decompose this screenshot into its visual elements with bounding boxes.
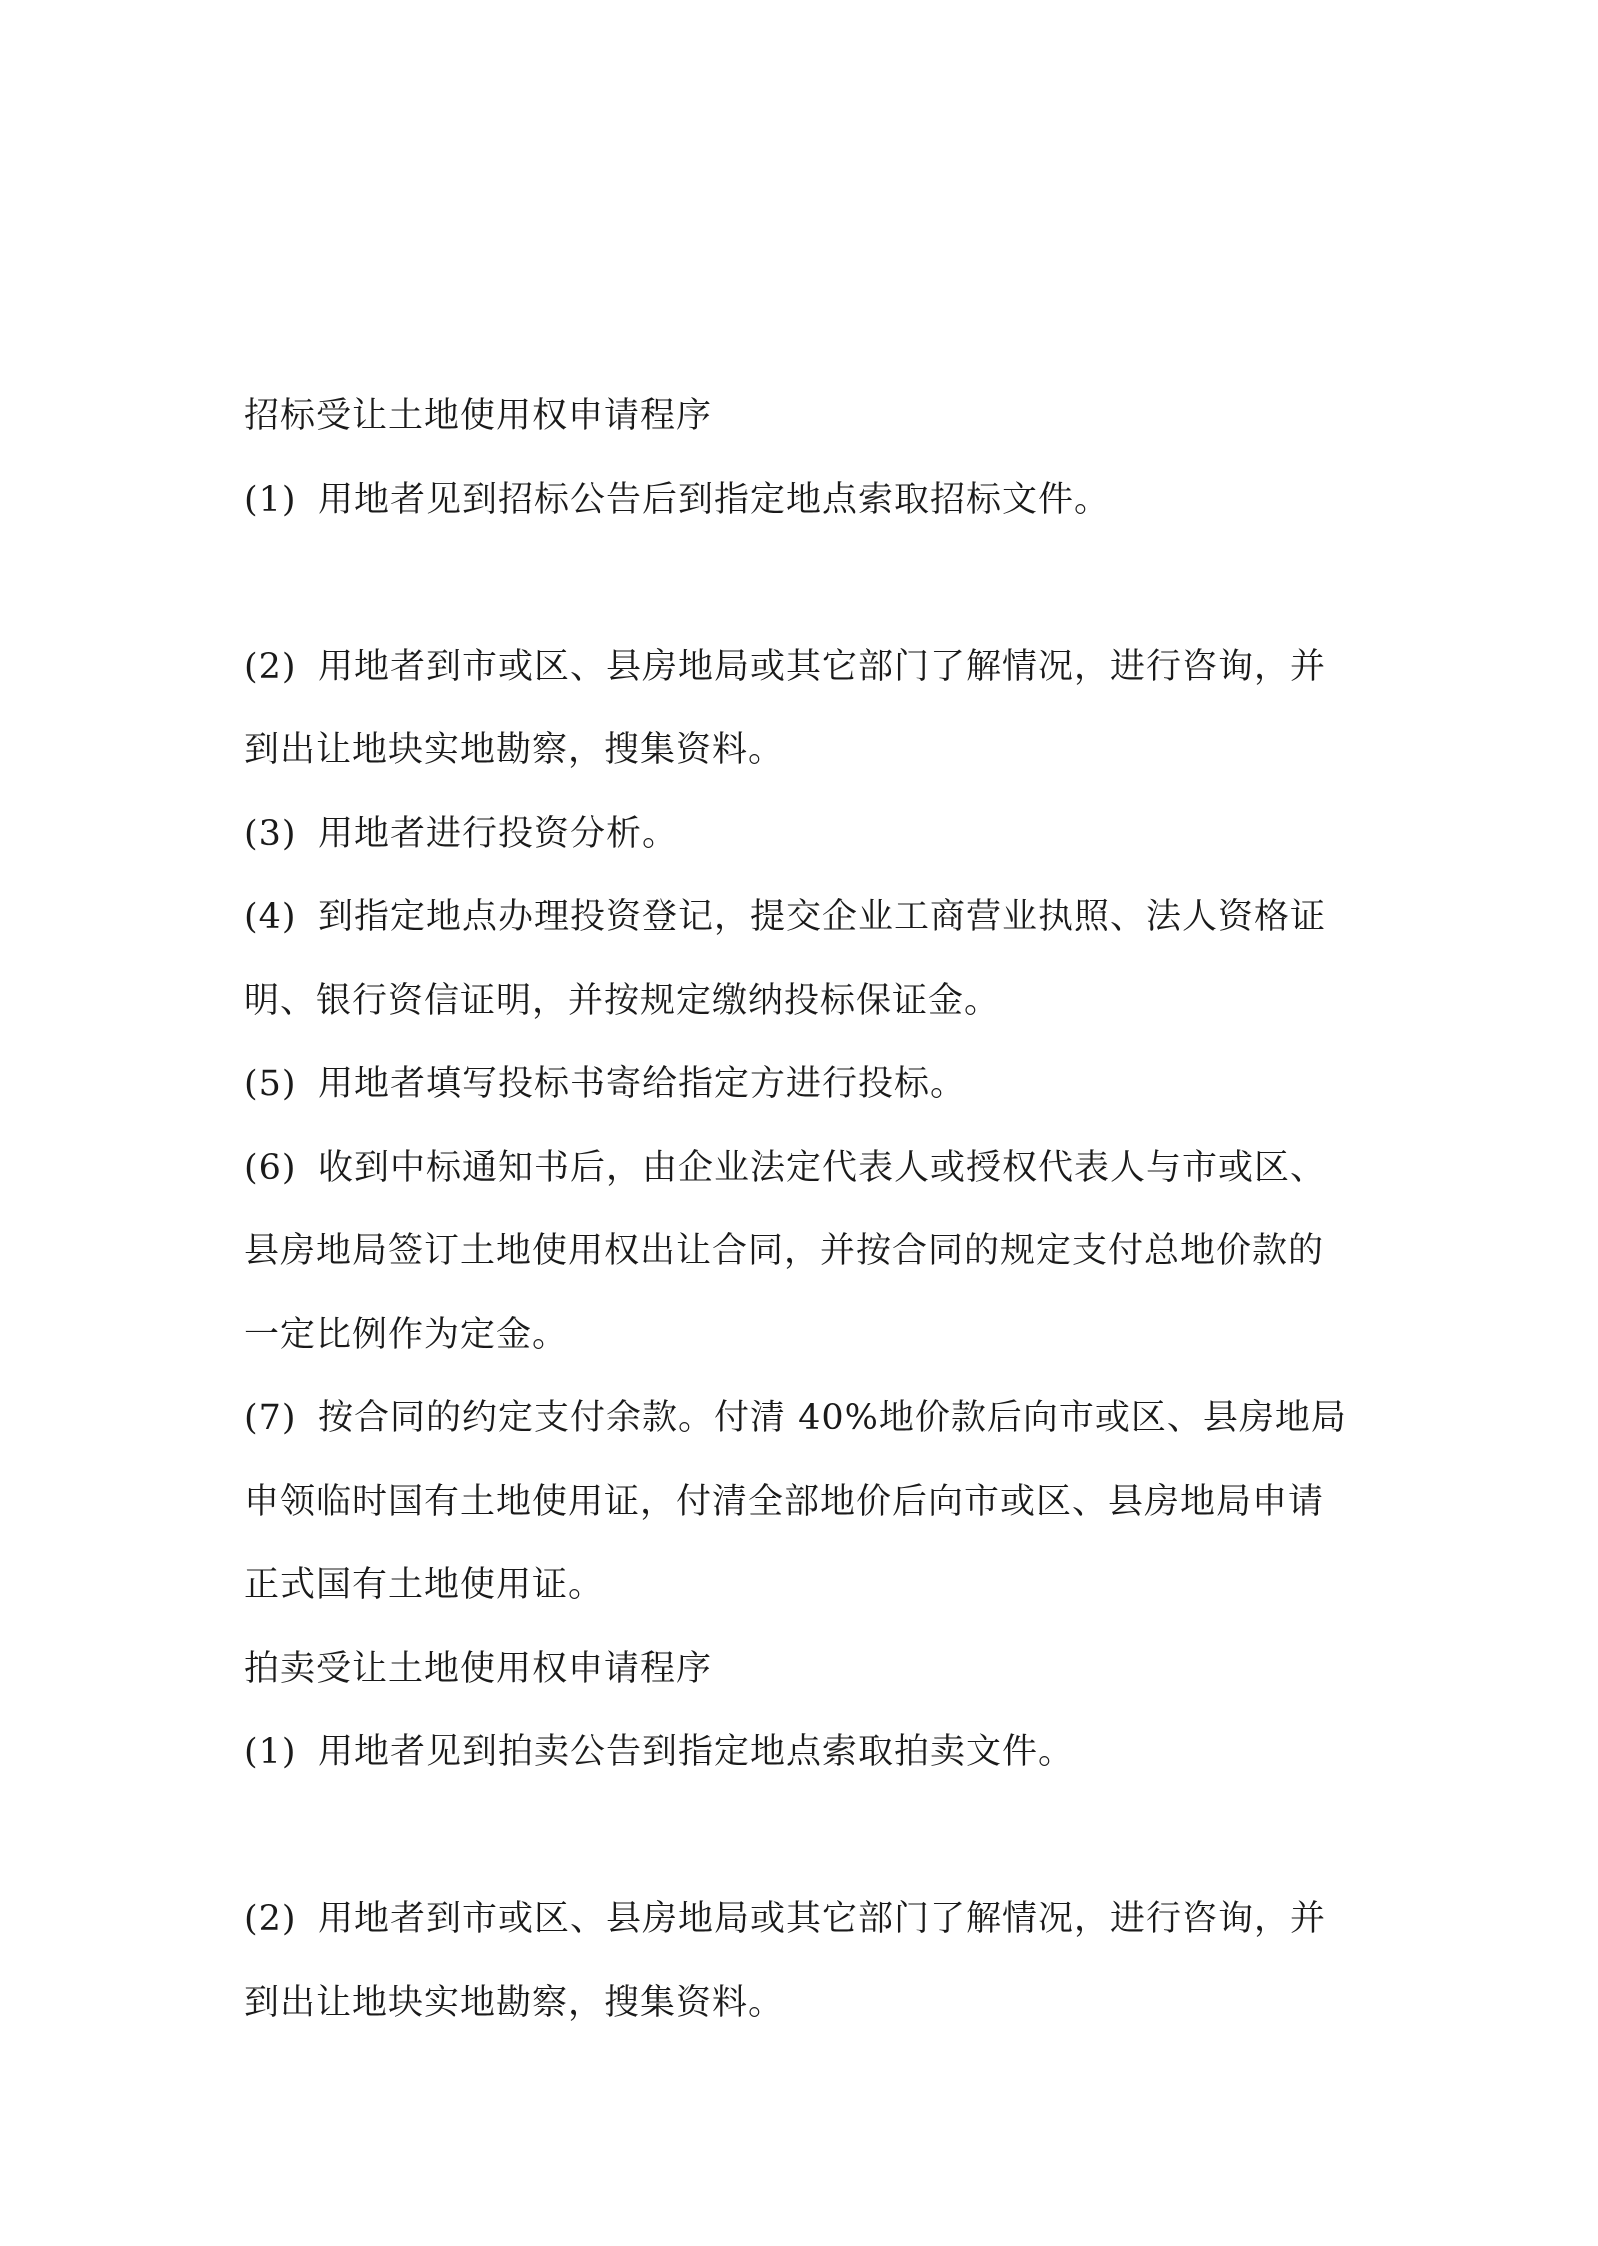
item-number: (7)	[244, 1398, 297, 1438]
item-text: 用地者进行投资分析。	[318, 813, 679, 854]
list-item	[244, 1711, 1364, 1795]
item-text-continuation: 正式国有土地使用证。	[244, 1565, 605, 1605]
item-text-continuation: 县房地局签订土地使用权出让合同，并按合同的规定支付总地价款的	[244, 1231, 1325, 1271]
item-number: (1)	[244, 479, 297, 520]
item-text: 按合同的约定支付余款。付清 40%地价款后向市或区、县房地局	[318, 1398, 1347, 1438]
item-text: 用地者见到招标公告后到指定地点索取招标文件。	[318, 479, 1111, 520]
document-body	[244, 375, 1364, 2045]
list-item	[244, 1127, 1364, 1211]
item-text-continuation: 到出让地块实地勘察，搜集资料。	[244, 1982, 785, 2023]
item-number: (4)	[244, 897, 297, 937]
list-item	[244, 1377, 1364, 1461]
item-number: (2)	[244, 1899, 297, 1939]
list-item	[244, 459, 1364, 543]
list-item	[244, 626, 1364, 710]
item-text: 用地者填写投标书寄给指定方进行投标。	[318, 1064, 967, 1104]
item-text: 收到中标通知书后，由企业法定代表人或授权代表人与市或区、	[318, 1147, 1327, 1188]
item-text: 到指定地点办理投资登记，提交企业工商营业执照、法人资格证	[318, 897, 1327, 937]
item-number: (3)	[244, 813, 297, 854]
item-number: (5)	[244, 1064, 297, 1104]
item-text-continuation: 一定比例作为定金。	[244, 1314, 569, 1355]
item-text: 用地者到市或区、县房地局或其它部门了解情况，进行咨询，并	[318, 646, 1327, 687]
item-number: (6)	[244, 1147, 297, 1188]
list-item	[244, 793, 1364, 877]
section-heading-auction: 拍卖受让土地使用权申请程序	[244, 1648, 713, 1689]
item-text: 用地者到市或区、县房地局或其它部门了解情况，进行咨询，并	[318, 1899, 1327, 1939]
item-number: (2)	[244, 646, 297, 687]
item-number: (1)	[244, 1732, 297, 1772]
item-text-continuation: 明、银行资信证明，并按规定缴纳投标保证金。	[244, 980, 1001, 1021]
item-text-continuation: 到出让地块实地勘察，搜集资料。	[244, 730, 785, 770]
list-item	[244, 876, 1364, 960]
item-text: 用地者见到拍卖公告到指定地点索取拍卖文件。	[318, 1732, 1075, 1772]
list-item	[244, 1043, 1364, 1127]
section-heading-tender: 招标受让土地使用权申请程序	[244, 396, 713, 436]
list-item	[244, 1878, 1364, 1962]
item-text-continuation: 申领临时国有土地使用证，付清全部地价后向市或区、县房地局申请	[244, 1481, 1325, 1522]
